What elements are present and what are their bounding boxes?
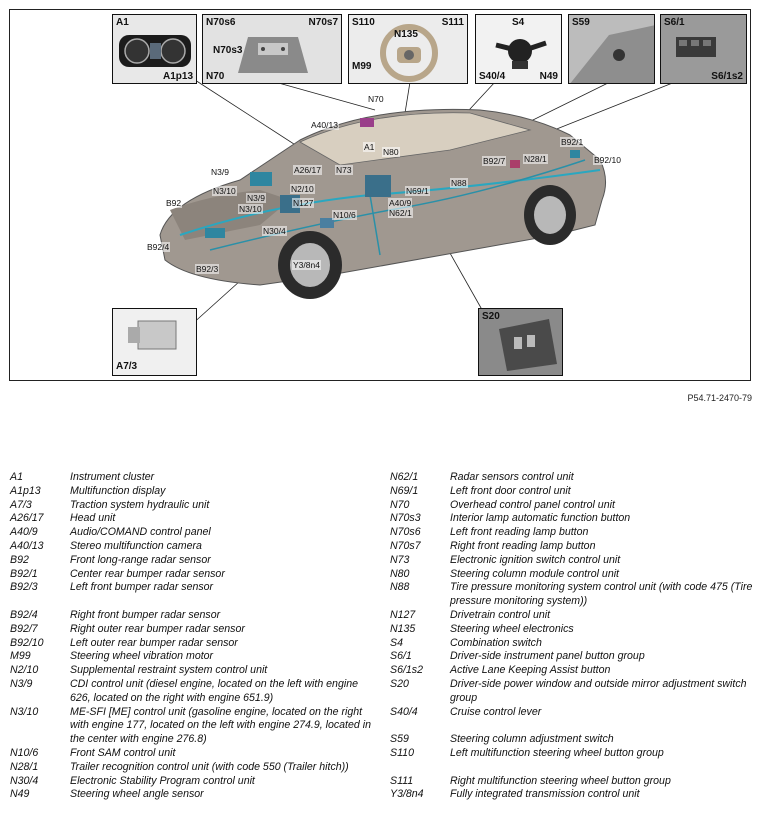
callout: N73 xyxy=(336,165,352,175)
inset-power-window-switch xyxy=(478,308,563,376)
legend-row: S111 Right multifunction steering wheel button group xyxy=(390,774,671,787)
callout: N3/9 xyxy=(247,193,265,203)
callout: N88 xyxy=(451,178,467,188)
legend-row: M99 Steering wheel vibration motor xyxy=(10,650,214,663)
legend-row: Y3/8n4 Fully integrated transmission control unit xyxy=(390,788,640,801)
legend-row: B92/4 Right front bumper radar sensor xyxy=(10,608,221,621)
legend-row: A40/9 Audio/COMAND control panel xyxy=(10,526,211,539)
inset-overhead-panel xyxy=(202,14,342,84)
legend-row: S40/4 Cruise control lever xyxy=(390,705,542,718)
legend-row: S20 Driver-side power window and outside mirror adjustment switch group xyxy=(390,677,747,704)
inset-s59-label: S59 xyxy=(572,17,590,28)
legend-row: A1p13 Multifunction display xyxy=(10,484,166,497)
callout: B92/1 xyxy=(561,137,584,147)
inset-instrument-cluster xyxy=(112,14,197,84)
legend-row: S6/1s2 Active Lane Keeping Assist button xyxy=(390,664,611,677)
legend-row: N88 Tire pressure monitoring system control unit (with code 475 (Tire pressure monitoring system)) xyxy=(390,581,753,608)
callout: A26/17 xyxy=(294,165,321,175)
legend-row: B92/1 Center rear bumper radar sensor xyxy=(10,567,225,580)
callout: N10/6 xyxy=(333,210,356,220)
inset-n49-label: N49 xyxy=(539,71,558,82)
callout: B92/7 xyxy=(483,156,506,166)
legend-row: N28/1 Trailer recognition control unit (with code 550 (Trailer hitch)) xyxy=(10,760,349,773)
callout: N69/1 xyxy=(406,186,429,196)
callout: N28/1 xyxy=(524,154,547,164)
legend-row: N3/9 CDI control unit (diesel engine, located on the left with engine 626, located on the right with engine 651.9) xyxy=(10,677,358,704)
legend-row: A7/3 Traction system hydraulic unit xyxy=(10,498,210,511)
inset-combination-switch xyxy=(475,14,562,84)
legend-right-column xyxy=(390,471,756,802)
legend-row: S59 Steering column adjustment switch xyxy=(390,733,614,746)
callout: B92/4 xyxy=(147,242,170,252)
legend-row: S6/1 Driver-side instrument panel button group xyxy=(390,650,645,663)
inset-a7-3-label: A7/3 xyxy=(116,361,138,372)
callout: N80 xyxy=(383,147,399,157)
legend-row: N49 Steering wheel angle sensor xyxy=(10,788,204,801)
inset-m99-label: M99 xyxy=(352,61,372,72)
callout: B92 xyxy=(166,198,182,208)
inset-steering-wheel xyxy=(348,14,468,84)
legend-row: B92/7 Right outer rear bumper radar sensor xyxy=(10,622,245,635)
callout: N70 xyxy=(368,94,384,104)
inset-s111-label: S111 xyxy=(441,17,464,28)
legend-row: N70s3 Interior lamp automatic function button xyxy=(390,512,631,525)
legend-row: N69/1 Left front door control unit xyxy=(390,484,571,497)
legend-row: A26/17 Head unit xyxy=(10,512,116,525)
inset-n70s3-label: N70s3 xyxy=(213,45,243,56)
legend-left-column xyxy=(10,471,380,802)
legend-spacer xyxy=(390,719,756,733)
legend-row: N127 Drivetrain control unit xyxy=(390,608,551,621)
car-illustration xyxy=(160,109,606,299)
legend-row: N135 Steering wheel electronics xyxy=(390,622,574,635)
legend-spacer xyxy=(10,595,380,609)
legend-row: A40/13 Stereo multifunction camera xyxy=(10,539,202,552)
inset-n70-label: N70 xyxy=(206,71,225,82)
callout: N3/10 xyxy=(239,204,262,214)
callout: N2/10 xyxy=(291,184,314,194)
legend-row: N2/10 Supplemental restraint system control unit xyxy=(10,664,268,677)
legend-row: N70s7 Right front reading lamp button xyxy=(390,539,596,552)
callout: A40/9 xyxy=(389,198,412,208)
inset-a1p13-label: A1p13 xyxy=(162,71,193,82)
inset-n135-label: N135 xyxy=(394,29,418,40)
legend-row: S110 Left multifunction steering wheel button group xyxy=(390,746,664,759)
legend-row: A1 Instrument cluster xyxy=(10,471,155,483)
legend-row: B92 Front long-range radar sensor xyxy=(10,553,211,566)
figure-reference: P54.71-2470-79 xyxy=(687,393,752,403)
legend-row: N73 Electronic ignition switch control unit xyxy=(390,553,621,566)
inset-traction-hydraulic-unit xyxy=(112,308,197,376)
inset-column-adjust-switch xyxy=(568,14,655,84)
inset-s6-1s2-label: S6/1s2 xyxy=(711,71,743,82)
inset-a1-label: A1 xyxy=(116,17,129,28)
callout: N127 xyxy=(293,198,314,208)
legend-row: S4 Combination switch xyxy=(390,636,542,649)
inset-instrument-panel-buttons xyxy=(660,14,747,84)
legend-row: N70s6 Left front reading lamp button xyxy=(390,526,589,539)
inset-s20-label: S20 xyxy=(482,311,500,322)
legend-spacer xyxy=(390,761,756,775)
legend-row: B92/10 Left outer rear bumper radar sensor xyxy=(10,636,238,649)
callout: B92/3 xyxy=(196,264,219,274)
callout: N3/10 xyxy=(213,186,236,196)
callout: A1 xyxy=(364,142,375,152)
callout: N3/9 xyxy=(211,167,229,177)
inset-s40-4-label: S40/4 xyxy=(479,71,506,82)
legend-row: N70 Overhead control panel control unit xyxy=(390,498,615,511)
callout: B92/10 xyxy=(594,155,621,165)
callout: A40/13 xyxy=(311,120,338,130)
callout: N62/1 xyxy=(389,208,412,218)
callout: Y3/8n4 xyxy=(293,260,320,270)
legend-row: N62/1 Radar sensors control unit xyxy=(390,471,574,483)
inset-s110-label: S110 xyxy=(352,17,375,28)
legend-row: N80 Steering column module control unit xyxy=(390,567,620,580)
inset-n70s7-label: N70s7 xyxy=(308,17,338,28)
legend-row: B92/3 Left front bumper radar sensor xyxy=(10,581,214,594)
legend-row: N10/6 Front SAM control unit xyxy=(10,746,176,759)
inset-n70s6-label: N70s6 xyxy=(206,17,236,28)
legend-row: N30/4 Electronic Stability Program control unit xyxy=(10,774,255,787)
component-location-figure xyxy=(9,9,751,381)
inset-s6-1-label: S6/1 xyxy=(664,17,685,28)
legend-row: N3/10 ME-SFI [ME] control unit (gasoline engine, located on the right with engine 177, located on the left with engine 274.9, located in the center with engine 276.8) xyxy=(10,705,371,746)
inset-s4-label: S4 xyxy=(512,17,525,28)
callout: N30/4 xyxy=(263,226,286,236)
